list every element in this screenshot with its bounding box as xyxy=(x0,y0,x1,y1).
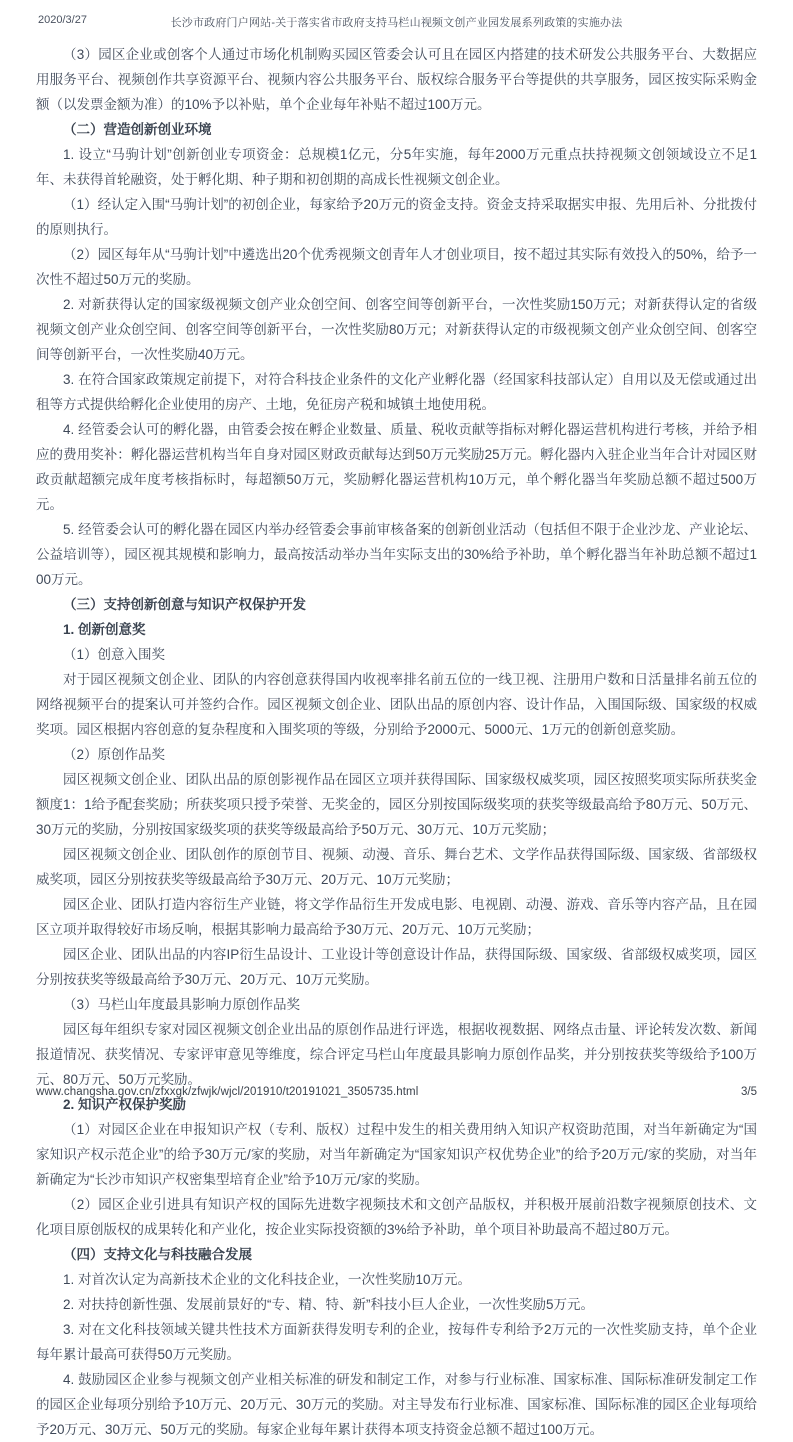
paragraph: （2）园区每年从“马驹计划”中遴选出20个优秀视频文创青年人才创业项目，按不超过其实际有效投入的50%，给予一次性不超过50万元的奖励。 xyxy=(36,247,757,287)
source-url: www.changsha.gov.cn/zfxxgk/zfwjk/wjcl/201910/t20191021_3505735.html xyxy=(36,1086,419,1098)
paragraph: 5. 经管委会认可的孵化器在园区内举办经管委会事前审核备案的创新创业活动（包括但不限于企业沙龙、产业论坛、公益培训等），园区视其规模和影响力，最高按活动举办当年实际支出的30%给予补助，单个孵化器当年补助总额不超过100万元。 xyxy=(36,522,757,587)
paragraph: （1）经认定入围“马驹计划”的初创企业，每家给予20万元的资金支持。资金支持采取据实申报、先用后补、分批拨付的原则执行。 xyxy=(36,197,757,237)
paragraph: 4. 鼓励园区企业参与视频文创产业相关标准的研发和制定工作，对参与行业标准、国家标准、国际标准研发制定工作的园区企业每项分别给予10万元、20万元、30万元的奖励。对主导发布行业标准、国家标准、国际标准的园区企业每项给予20万元、30万元、50万元的奖励。每家企业每年累计获得本项支持资金总额不超过100万元。 xyxy=(36,1372,757,1437)
paragraph: 4. 经管委会认可的孵化器，由管委会按在孵企业数量、质量、税收贡献等指标对孵化器运营机构进行考核，并给予相应的费用奖补：孵化器运营机构当年自身对园区财政贡献每达到50万元奖励25万元。孵化器内入驻企业当年合计对园区财政贡献超额完成年度考核指标时，每超额50万元，奖励孵化器运营机构10万元，单个孵化器当年奖励总额不超过500万元。 xyxy=(36,422,757,512)
print-header xyxy=(36,12,757,34)
paragraph: 2. 对新获得认定的国家级视频文创产业众创空间、创客空间等创新平台，一次性奖励150万元；对新获得认定的省级视频文创产业众创空间、创客空间等创新平台，一次性奖励80万元；对新获得认定的市级视频文创产业众创空间、创客空间等创新平台，一次性奖励40万元。 xyxy=(36,297,757,362)
print-footer xyxy=(36,1086,757,1098)
paragraph: （3）马栏山年度最具影响力原创作品奖 xyxy=(63,997,301,1012)
section-heading: 1. 创新创意奖 xyxy=(63,622,146,637)
paragraph: （2）园区企业引进具有知识产权的国际先进数字视频技术和文创产品版权，并积极开展前沿数字视频原创技术、文化项目原创版权的成果转化和产业化，按企业实际投资额的3%给予补助，单个项目补助最高不超过80万元。 xyxy=(36,1197,757,1237)
paragraph: （2）原创作品奖 xyxy=(63,747,166,762)
print-date: 2020/3/27 xyxy=(38,14,87,26)
paragraph: 2. 对扶持创新性强、发展前景好的“专、精、特、新”科技小巨人企业，一次性奖励5万元。 xyxy=(63,1297,595,1312)
paragraph: 3. 对在文化科技领域关键共性技术方面新获得发明专利的企业，按每件专利给予2万元的一次性奖励支持，单个企业每年累计最高可获得50万元奖励。 xyxy=(36,1322,757,1362)
paragraph: 1. 设立“马驹计划”创新创业专项资金：总规模1亿元，分5年实施，每年2000万元重点扶持视频文创领域设立不足1年、未获得首轮融资，处于孵化期、种子期和初创期的高成长性视频文创企业。 xyxy=(36,147,757,187)
paragraph: （3）园区企业或创客个人通过市场化机制购买园区管委会认可且在园区内搭建的技术研发公共服务平台、大数据应用服务平台、视频创作共享资源平台、视频内容公共服务平台、版权综合服务平台等提供的共享服务，园区按实际采购金额（以发票金额为准）的10%予以补贴，单个企业每年补贴不超过100万元。 xyxy=(36,47,757,112)
paragraph: 园区企业、团队打造内容衍生产业链，将文学作品衍生开发成电影、电视剧、动漫、游戏、音乐等内容产品，且在园区立项并取得较好市场反响，根据其影响力最高给予30万元、20万元、10万元奖励； xyxy=(36,897,757,937)
paragraph: 对于园区视频文创企业、团队的内容创意获得国内收视率排名前五位的一线卫视、注册用户数和日活量排名前五位的网络视频平台的提案认可并签约合作。园区视频文创企业、团队出品的原创内容、设计作品，入围国际级、国家级的权威奖项。园区根据内容创意的复杂程度和入围奖项的等级，分别给予2000元、5000元、1万元的创新创意奖励。 xyxy=(36,672,757,737)
document-body xyxy=(36,42,757,1442)
paragraph: （1）创意入围奖 xyxy=(63,647,166,662)
section-heading: （四）支持文化与科技融合发展 xyxy=(63,1247,252,1262)
section-heading: 2. 知识产权保护奖励 xyxy=(63,1097,187,1112)
section-heading: （二）营造创新创业环境 xyxy=(63,122,212,137)
paragraph: 园区企业、团队出品的内容IP衍生品设计、工业设计等创意设计作品，获得国际级、国家级、省部级权威奖项，园区分别按获奖等级最高给予30万元、20万元、10万元奖励。 xyxy=(36,947,757,987)
page-number: 3/5 xyxy=(741,1086,757,1098)
paragraph: 1. 对首次认定为高新技术企业的文化科技企业，一次性奖励10万元。 xyxy=(63,1272,472,1287)
document-title: 长沙市政府门户网站-关于落实省市政府支持马栏山视频文创产业园发展系列政策的实施办法 xyxy=(170,17,623,29)
paragraph: （1）对园区企业在申报知识产权（专利、版权）过程中发生的相关费用纳入知识产权资助范围，对当年新确定为“国家知识产权示范企业”的给予30万元/家的奖励，对当年新确定为“国家知识产权优势企业”的给予20万元/家的奖励，对当年新确定为“长沙市知识产权密集型培育企业”给予10万元/家的奖励。 xyxy=(36,1122,757,1187)
paragraph: 3. 在符合国家政策规定前提下，对符合科技企业条件的文化产业孵化器（经国家科技部认定）自用以及无偿或通过出租等方式提供给孵化企业使用的房产、土地，免征房产税和城镇土地使用税。 xyxy=(36,372,757,412)
paragraph: 园区视频文创企业、团队创作的原创节目、视频、动漫、音乐、舞台艺术、文学作品获得国际级、国家级、省部级权威奖项，园区分别按获奖等级最高给予30万元、20万元、10万元奖励； xyxy=(36,847,757,887)
section-heading: （三）支持创新创意与知识产权保护开发 xyxy=(63,597,306,612)
paragraph: 园区每年组织专家对园区视频文创企业出品的原创作品进行评选，根据收视数据、网络点击量、评论转发次数、新闻报道情况、获奖情况、专家评审意见等维度，综合评定马栏山年度最具影响力原创作品奖，并分别按获奖等级给予100万元、80万元、50万元奖励。 xyxy=(36,1022,757,1087)
paragraph: 园区视频文创企业、团队出品的原创影视作品在园区立项并获得国际、国家级权威奖项，园区按照奖项实际所获奖金额度1：1给予配套奖励；所获奖项只授予荣誉、无奖金的，园区分别按国际级奖项的获奖等级最高给予80万元、50万元、30万元的奖励，分别按国家级奖项的获奖等级最高给予50万元、30万元、10万元奖励； xyxy=(36,772,757,837)
